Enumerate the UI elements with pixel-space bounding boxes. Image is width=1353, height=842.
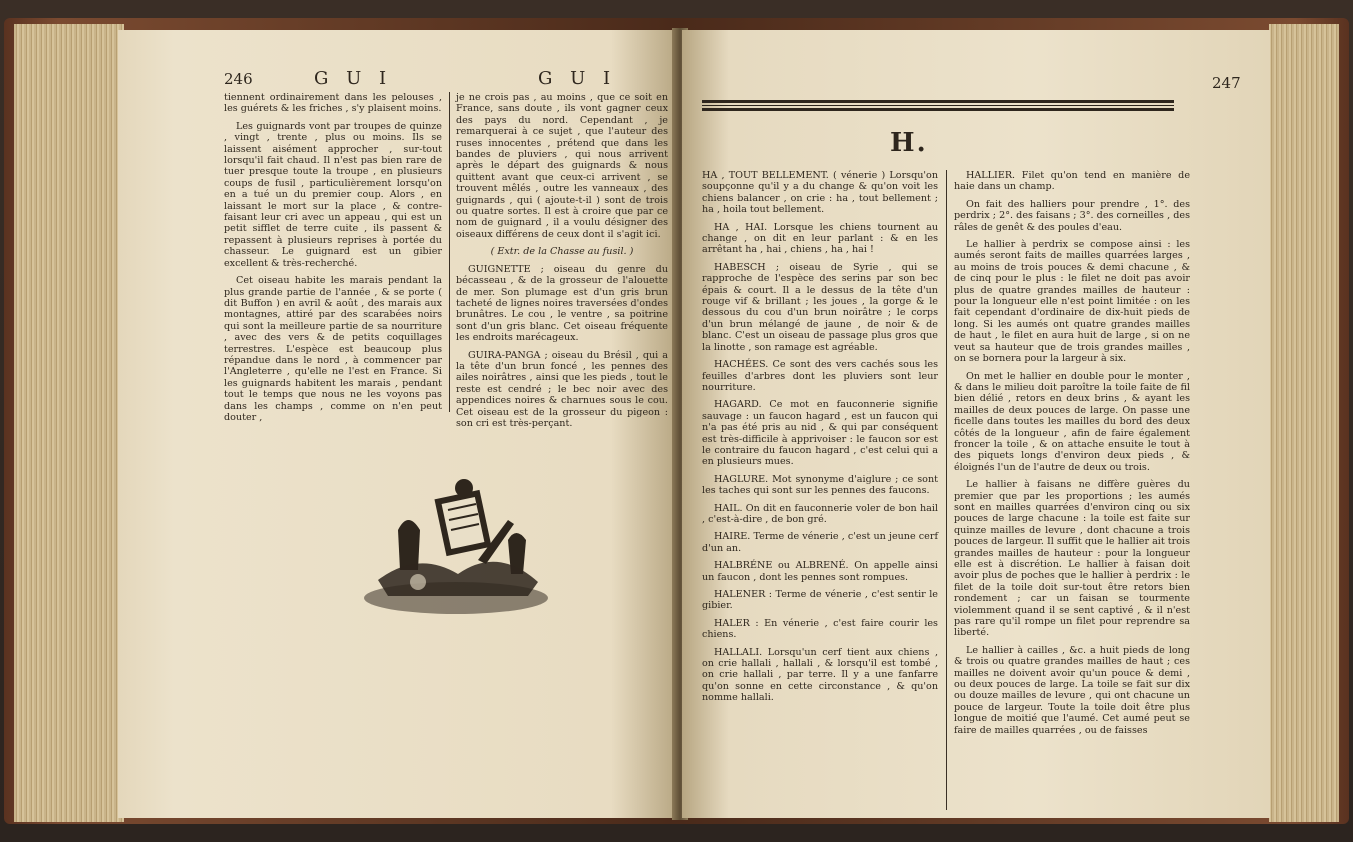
running-head-left: G U I xyxy=(314,68,393,89)
left-column-2 xyxy=(456,92,668,435)
entry-halener: HALENER : Terme de vénerie , c'est sentir le gibier. xyxy=(702,589,938,612)
paragraph: On met le hallier en double pour le monter , & dans le milieu doit paroître la toile faite de fil bien délié , retors en deux brins , & ayant les mailles de deux pouces de large. On passe une ficelle dans toutes les mailles du bord des deux côtés de la longueur , afin de faire également froncer la toile , & on attache ensuite le tout à des piquets longs d'environ deux pieds , & éloignés l'un de l'autre de deux ou trois. xyxy=(954,370,1190,473)
entry-hachees: HACHÉES. Ce sont des vers cachés sous les feuilles d'arbres dont les pluviers sont leur nourriture. xyxy=(702,359,938,393)
entry-habesch: HABESCH ; oiseau de Syrie , qui se rapproche de l'espèce des serins par son bec épais & court. Il a le dessus de la tête d'un rouge vif & brillant ; les joues , la gorge & le dessous du cou d'un brun noirâtre ; le corps d'un brun mélangé de jaune , de noir & de blanc. C'est un oiseau de passage plus gros que la linotte , son ramage est agréable. xyxy=(702,261,938,353)
paragraph: je ne crois pas , au moins , que ce soit en France, sans doute , ils vont gagner ceux des pays du nord. Cependant , je remarquerai à ce sujet , que l'auteur des ruses innocentes , prétend que dans les bandes de pluviers , qui nous arrivent après le départ des guignards & nous quittent avant que ceux-ci arrivent , se trouvent mêlés , outre les vanneaux , des guignards , qui ( ajoute-t-il ) sont de trois ou quatre sortes. Il est à croire que par ce nom de guignard , il a voulu désigner des oiseaux différens de ceux dont il s'agit ici. xyxy=(456,92,668,240)
source-note: ( Extr. de la Chasse au fusil. ) xyxy=(490,246,634,258)
paragraph: Cet oiseau habite les marais pendant la plus grande partie de l'année , & se porte ( dit Buffon ) en avril & août , des marais aux montagnes, attiré par des scarabées noirs qui sont la meilleure partie de sa nourriture , avec des vers & de petits coquillages terrestres. L'espèce est beaucoup plus répandue dans le nord , à commencer par l'Angleterre , qu'elle ne l'est en France. Si les guignards habitent les marais , pendant tout le temps que nous ne les voyons pas dans les champs , comme on n'en peut douter , xyxy=(224,275,442,423)
column-divider xyxy=(946,170,947,810)
section-letter: H. xyxy=(890,128,928,158)
entry-halbrene: HALBRÉNE ou ALBRENÉ. On appelle ainsi un faucon , dont les pennes sont rompues. xyxy=(702,560,938,583)
entry-hallier: HALLIER. Filet qu'on tend en manière de haie dans un champ. xyxy=(954,170,1190,193)
right-page xyxy=(682,30,1270,818)
page-edges-left xyxy=(14,24,124,822)
vignette-engraving xyxy=(358,470,554,620)
entry-haler: HALER : En vénerie , c'est faire courir les chiens. xyxy=(702,617,938,641)
ornamental-rule xyxy=(702,100,1174,112)
column-divider xyxy=(449,92,450,412)
entry-guignette: GUIGNETTE ; oiseau du genre du bécasseau , & de la grosseur de l'alouette de mer. Son plumage est d'un gris brun tacheté de lignes noires traversées d'ondes brunâtres. Le cou , le ventre , sa poitrine sont d'un gris blanc. Cet oiseau fréquente les endroits marécageux. xyxy=(456,263,668,344)
entry-ha-tout-bellement: HA , TOUT BELLEMENT. ( vénerie ) Lorsqu'on soupçonne qu'il y a du change & qu'on voit les chiens balancer , on crie : ha , tout bellement ; ha , hoila tout bellement. xyxy=(702,170,938,216)
entry-hagard: HAGARD. Ce mot en fauconnerie signifie sauvage : un faucon hagard , est un faucon qui n'a pas été pris au nid , & qui par conséquent est très-difficile à apprivoiser : le faucon sor est le contraire du faucon hagard , c'est celui qui a en plusieurs mues. xyxy=(702,399,938,468)
running-head-right: G U I xyxy=(538,68,617,89)
paragraph: Le hallier à perdrix se compose ainsi : les aumés seront faits de mailles quarrées larges , au moins de trois pouces & demi chacune , & de cinq pour le plus : le filet ne doit pas avoir plus de quatre grandes mailles de hauteur : pour la longueur elle n'est point limitée : on les fait cependant d'ordinaire de dix-huit pieds de long. Si les aumés ont quatre grandes mailles de haut , le filet en aura huit de large , si on ne veut sa hauteur que de trois grandes mailles , on se bornera pour la largeur à six. xyxy=(954,239,1190,365)
paragraph: Le hallier à faisans ne diffère guères du premier que par les proportions ; les aumés sont en mailles quarrées d'environ cinq ou six pouces de large chacune : la toile est faite sur quinze mailles de levure , dont chacune a trois pouces de largeur. Il suffit que le hallier ait trois grandes mailles de hauteur : pour la longueur elle est à discrétion. Le hallier à faisan doit avoir plus de poches que le hallier à perdrix : le filet de la toile doit sur-tout être retors bien rondement ; car un faisan se tourmente violemment quand il se sent captivé , & il n'est pas rare qu'il rompe un filet pour reprendre sa liberté. xyxy=(954,479,1190,639)
left-page xyxy=(118,30,678,818)
left-column-1 xyxy=(224,92,442,429)
page-number-left: 246 xyxy=(224,70,253,88)
paragraph: Les guignards vont par troupes de quinze , vingt , trente , plus ou moins. Ils se laissent aisément approcher , sur-tout lorsqu'il fait chaud. Il n'est pas bien rare de tuer presque toute la troupe , en plusieurs coups de fusil , particulièrement lorsqu'on en a tué un du premier coup. Alors , en laissant le mort sur la place , & contre-faisant leur cri avec un appeau , qui est un petit sifflet de terre cuite , ils passent & repassent à plusieurs reprises à portée du chasseur. Le guignard est un gibier excellent & très-recherché. xyxy=(224,120,442,269)
right-column-1 xyxy=(702,170,938,710)
paragraph: Le hallier à cailles , &c. a huit pieds de long & trois ou quatre grandes mailles de haut ; ces mailles ne doivent avoir qu'un pouce & demi , ou deux pouces de large. La toile se fait sur dix ou douze mailles de levure , qui ont chacune un pouce de largeur. Toute la toile doit être plus longue de moitié que l'aumé. Cet aumé peut se faire de mailles quarrées , ou de faisses xyxy=(954,644,1190,736)
page-number-right: 247 xyxy=(1212,74,1241,92)
page-edges-right xyxy=(1269,24,1339,822)
entry-haire: HAIRE. Terme de vénerie , c'est un jeune cerf d'un an. xyxy=(702,531,938,554)
paragraph: tiennent ordinairement dans les pelouses , les guérets & les friches , s'y plaisent moins. xyxy=(224,92,442,115)
entry-guira-panga: GUIRA-PANGA ; oiseau du Brésil , qui a la tête d'un brun foncé , les pennes des ailes noirâtres , ainsi que les pieds , tout le reste est cendré ; le bec noir avec des appendices noires & charnues sous le cou. Cet oiseau est de la grosseur du pigeon : son cri est très-perçant. xyxy=(456,349,668,429)
paragraph: On fait des halliers pour prendre , 1°. des perdrix ; 2°. des faisans ; 3°. des corneilles , des râles de genêt & des poules d'eau. xyxy=(954,198,1190,233)
entry-ha-hai: HA , HAI. Lorsque les chiens tournent au change , on dit en leur parlant : & en les arrêtant ha , hai , chiens , ha , hai ! xyxy=(702,221,938,256)
entry-haglure: HAGLURE. Mot synonyme d'aiglure ; ce sont les taches qui sont sur les pennes des faucons. xyxy=(702,473,938,497)
entry-hail: HAIL. On dit en fauconnerie voler de bon hail , c'est-à-dire , de bon gré. xyxy=(702,502,938,525)
right-column-2 xyxy=(954,170,1190,742)
entry-hallali: HALLALI. Lorsqu'un cerf tient aux chiens , on crie hallali , hallali , & lorsqu'il est tombé , on crie hallali , par terre. Il y a une fanfarre qu'on sonne en cette circonstance , & qu'on nomme hallali. xyxy=(702,646,938,704)
